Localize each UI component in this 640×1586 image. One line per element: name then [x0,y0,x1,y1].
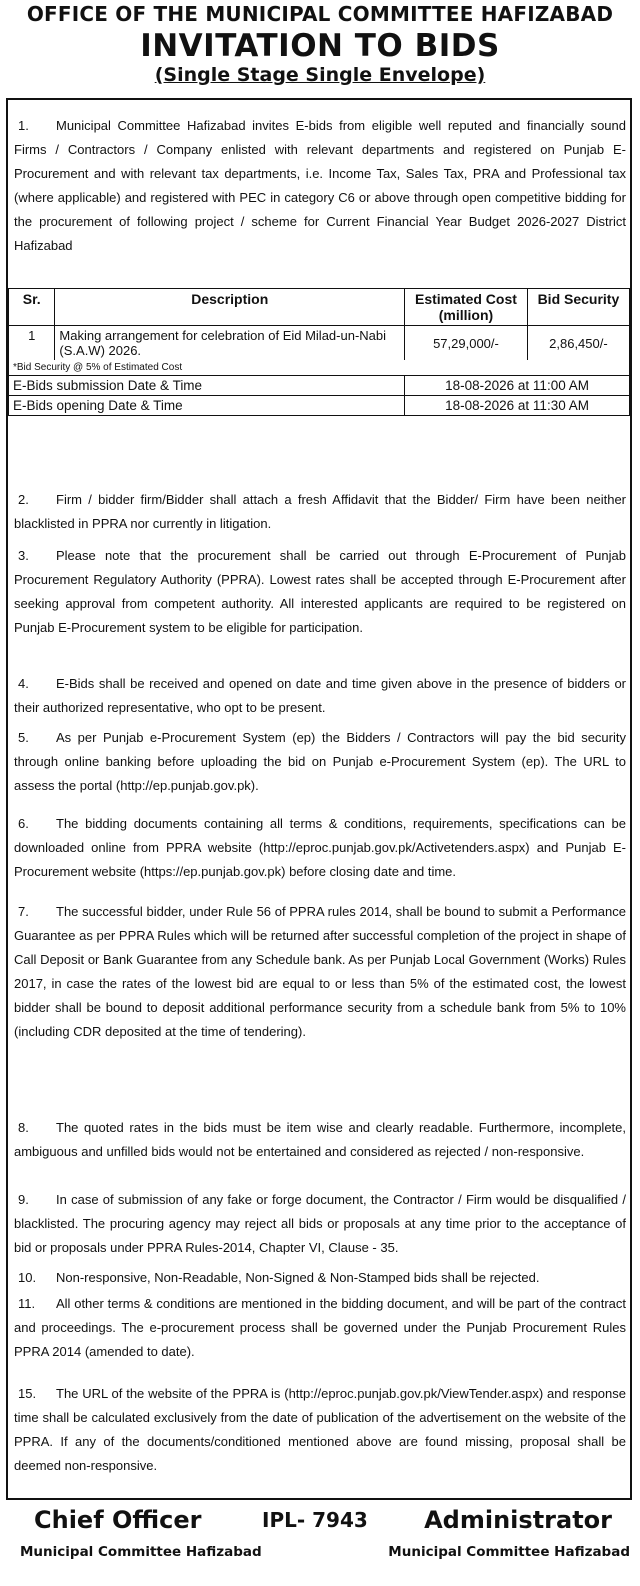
paragraph-number: 7. [18,904,29,919]
paragraph-9 [14,1188,626,1260]
paragraph-2 [14,488,626,536]
paragraph-8 [14,1116,626,1164]
paragraph-text: As per Punjab e-Procurement System (ep) the Bidders / Contractors will pay the bid security through online banking before uploading the bid on Punjab e-Procurement System (ep). The URL to assess the portal (http://ep.punjab.gov.pk). [14,730,626,793]
paragraph-text: Non-responsive, Non-Readable, Non-Signed & Non-Stamped bids shall be rejected. [56,1270,540,1285]
paragraph-15 [14,1382,626,1478]
paragraph-7 [14,900,626,1044]
paragraph-text: Please note that the procurement shall be carried out through E-Procurement of Punjab Procurement Regulatory Authority (PPRA). Lowest rates shall be accepted through E-Procurement after seeking approval from competent authority. All interested applicants are required to be registered on Punjab E-Procurement system to be eligible for participation. [14,548,626,635]
paragraph-10 [14,1266,626,1290]
note-row [9,360,630,376]
page-subtitle: (Single Stage Single Envelope) [154,64,486,86]
administrator-title: Administrator [424,1506,612,1534]
paragraph-number: 1. [18,118,29,133]
paragraph-text: Firm / bidder firm/Bidder shall attach a fresh Affidavit that the Bidder/ Firm have been neither blacklisted in PPRA nor currently in litigation. [14,492,626,531]
cell-sr: 1 [9,326,55,361]
paragraph-text: The successful bidder, under Rule 56 of PPRA rules 2014, shall be bound to submit a Performance Guarantee as per PPRA Rules which will be returned after successful completion of the project in shape of Call Deposit or Bank Guarantee from any Schedule bank. As per Punjab Local Government (Works) Rules 2017, in case the rates of the lowest bid are equal to or less than 5% of the estimated cost, the lowest bidder shall be bound to deposit additional performance security from a schedule bank from 5% to 10% (including CDR deposited at the time of tendering). [14,904,626,1039]
administrator-subtitle: Municipal Committee Hafizabad [388,1544,630,1560]
paragraph-number: 3. [18,548,29,563]
paragraph-text: All other terms & conditions are mentioned in the bidding document, and will be part of the contract and proceedings. The e-procurement process shall be governed under the Punjab Procurement Rules PPRA 2014 (amended to date). [14,1296,626,1359]
ipl-number: IPL- 7943 [262,1508,368,1532]
paragraph-number: 5. [18,730,29,745]
paragraph-number: 15. [18,1386,37,1401]
bid-security-note: *Bid Security @ 5% of Estimated Cost [9,360,630,376]
footer [0,1506,640,1586]
header-description: Description [55,289,405,326]
paragraph-6 [14,812,626,884]
paragraph-number: 4. [18,676,29,691]
submission-label: E-Bids submission Date & Time [9,376,405,396]
paragraph-11 [14,1292,626,1364]
cell-security: 2,86,450/- [527,326,629,361]
paragraph-5 [14,726,626,798]
submission-value: 18-08-2026 at 11:00 AM [405,376,630,396]
paragraph-text: Municipal Committee Hafizabad invites E-bids from eligible well reputed and financially sound Firms / Contractors / Company enlisted with relevant departments and registered on Punjab E-Procurement and with relevant tax departments, i.e. Income Tax, Sales Tax, PRA and Professional tax (where applicable) and registered with PEC in category C6 or above through open competitive bidding for the procurement of following project / scheme for Current Financial Year Budget 2026-2027 District Hafizabad [14,118,626,253]
opening-row [9,396,630,416]
header [0,0,640,86]
page-title: INVITATION TO BIDS [140,28,500,64]
chief-officer-title: Chief Officer [34,1506,202,1534]
header-security: Bid Security [527,289,629,326]
paragraph-number: 6. [18,816,29,831]
cell-description: Making arrangement for celebration of Eid Milad-un-Nabi (S.A.W) 2026. [55,326,405,361]
table-row [9,326,630,361]
header-cost: Estimated Cost (million) [405,289,528,326]
paragraph-number: 10. [18,1270,37,1285]
paragraph-text: In case of submission of any fake or forge document, the Contractor / Firm would be disqualified / blacklisted. The procuring agency may reject all bids or proposals at any time prior to the acceptance of bid or proposals under PPRA Rules-2014, Chapter VI, Clause - 35. [14,1192,626,1255]
table-header-row [9,289,630,326]
chief-officer-subtitle: Municipal Committee Hafizabad [20,1544,262,1560]
paragraph-number: 9. [18,1192,29,1207]
paragraph-text: The URL of the website of the PPRA is (http://eproc.punjab.gov.pk/ViewTender.aspx) and response time shall be calculated exclusively from the date of publication of the advertisement on the website of the PPRA. If any of the documents/conditioned mentioned above are found missing, proposal shall be deemed non-responsive. [14,1386,626,1473]
paragraph-number: 8. [18,1120,29,1135]
cell-cost: 57,29,000/- [405,326,528,361]
paragraph-3 [14,544,626,640]
header-sr: Sr. [9,289,55,326]
paragraph-text: E-Bids shall be received and opened on date and time given above in the presence of bidders or their authorized representative, who opt to be present. [14,676,626,715]
paragraph-1 [14,114,626,258]
paragraph-text: The bidding documents containing all terms & conditions, requirements, specifications can be downloaded online from PPRA website (http://eproc.punjab.gov.pk/Activetenders.aspx) and Punjab E-Procurement website (https://ep.punjab.gov.pk) before closing date and time. [14,816,626,879]
paragraph-number: 11. [18,1296,36,1311]
opening-label: E-Bids opening Date & Time [9,396,405,416]
opening-value: 18-08-2026 at 11:30 AM [405,396,630,416]
paragraph-number: 2. [18,492,29,507]
office-heading: OFFICE OF THE MUNICIPAL COMMITTEE HAFIZABAD [26,2,614,26]
paragraph-4 [14,672,626,720]
submission-row [9,376,630,396]
bids-table [8,288,630,416]
paragraph-text: The quoted rates in the bids must be item wise and clearly readable. Furthermore, incomplete, ambiguous and unfilled bids would not be entertained and considered as rejected / non-responsive. [14,1120,626,1159]
